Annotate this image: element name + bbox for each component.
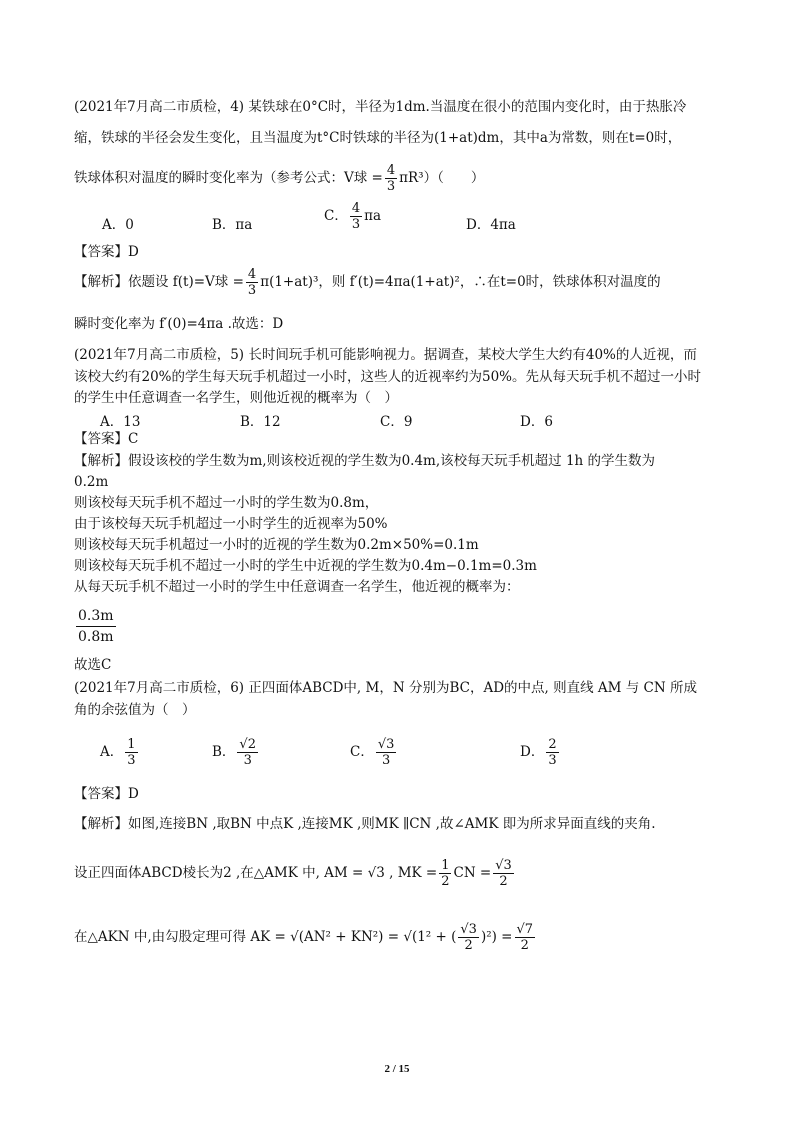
q3-analysis-2-fraction-2 [493, 858, 514, 889]
q3-answer: 【答案】D [74, 786, 139, 802]
q1-line2: 缩，铁球的半径会发生变化，且当温度为t°C时铁球的半径为(1+at)dm，其中a为常数，则在t=0时， [74, 130, 682, 146]
frac-den: 3 [243, 753, 252, 768]
frac-den: 2 [520, 938, 529, 953]
frac-num: 4 [386, 163, 396, 178]
q1-analysis-pre: 【解析】依题设 f(t)=V球 = [74, 274, 244, 290]
q1-answer: 【答案】D [74, 244, 139, 260]
q1-option-c-post: πa [364, 208, 382, 224]
frac-num: 4 [247, 267, 257, 282]
q3-analysis-3-mid: )²) = [480, 929, 513, 945]
q3-analysis-3-pre: 在△AKN 中,由勾股定理可得 AK = √(AN² + KN²) = √(1² + ( [74, 929, 457, 945]
q3-analysis-3-fraction-2 [515, 922, 536, 953]
q2-analysis-4: 由于该校每天玩手机超过一小时学生的近视率为50% [74, 516, 388, 532]
frac-den: 3 [548, 753, 557, 768]
frac-num: √7 [516, 922, 534, 937]
frac-num: √3 [377, 737, 395, 752]
page-number: 2 / 15 [384, 1063, 410, 1075]
q2-option-d: D．6 [520, 414, 553, 430]
q1-option-a: A．0 [102, 217, 134, 233]
q1-line3-pre: 铁球体积对温度的瞬时变化率为（参考公式：V球 = [74, 170, 383, 186]
q3-option-a-label: A． [100, 744, 124, 760]
q2-line1: (2021年7月高二市质检，5) 长时间玩手机可能影响视力。据调查，某校大学生大约有40%的人近视，而 [74, 347, 697, 363]
q2-choose: 故选C [74, 657, 112, 673]
frac-num: √2 [239, 737, 256, 752]
q2-analysis-7: 从每天玩手机不超过一小时的学生中任意调查一名学生，他近视的概率为： [74, 579, 520, 595]
q1-line3 [74, 163, 484, 194]
frac-num: 2 [548, 737, 557, 752]
q2-line2: 该校大约有20%的学生每天玩手机超过一小时，这些人的近视率约为50%。先从每天玩手机不超过一小时 [74, 369, 702, 385]
frac-num: 0.3m [76, 606, 116, 627]
q3-option-d [520, 737, 561, 768]
frac-den: 0.8m [78, 629, 114, 645]
q3-analysis-2-pre: 设正四面体ABCD棱长为2 ,在△AMK 中, AM = √3 , MK = [74, 865, 438, 881]
frac-den: 3 [351, 217, 361, 232]
q3-option-a [100, 737, 140, 768]
frac-den: 3 [127, 753, 136, 768]
q1-analysis [74, 267, 661, 298]
q3-option-c-fraction [376, 737, 397, 768]
q2-analysis-3: 则该校每天玩手机不超过一小时的学生数为0.8m， [74, 495, 379, 511]
q2-answer: 【答案】C [74, 431, 139, 447]
q3-analysis-2-mid: CN = [453, 865, 492, 881]
frac-den: 3 [386, 179, 396, 194]
q2-line3: 的学生中任意调查一名学生，则他近视的概率为（ ） [74, 390, 398, 406]
q3-option-b-label: B． [212, 744, 236, 760]
q2-option-a: A．13 [100, 414, 141, 430]
q3-analysis-3 [74, 922, 537, 953]
q3-line1: (2021年7月高二市质检，6) 正四面体ABCD中, M，N 分别为BC，AD的中点, 则直线 AM 与 CN 所成 [74, 680, 697, 696]
q3-option-d-fraction [546, 737, 558, 768]
q3-option-b [212, 737, 260, 768]
frac-den: 2 [499, 874, 508, 889]
q3-option-c-label: C． [350, 744, 374, 760]
q3-analysis-3-fraction-1 [458, 922, 479, 953]
q3-option-c [350, 737, 398, 768]
q2-probability-fraction [74, 606, 118, 647]
q1-option-c [324, 201, 381, 232]
q3-option-b-fraction [237, 737, 258, 768]
frac-num: 1 [441, 858, 450, 873]
q2-analysis-1: 【解析】假设该校的学生数为m,则该校近视的学生数为0.4m,该校每天玩手机超过 1h 的学生数为 [74, 453, 656, 469]
q2-analysis-5: 则该校每天玩手机超过一小时的近视的学生数为0.2m×50%=0.1m [74, 537, 479, 553]
q1-option-d: D．4πa [466, 217, 516, 233]
frac-num: √3 [495, 858, 512, 873]
q1-analysis-line2: 瞬时变化率为 f′(0)=4πa .故选：D [74, 316, 284, 332]
probability-fraction [76, 606, 116, 647]
q2-option-b: B．12 [240, 414, 281, 430]
q1-line1: (2021年7月高二市质检，4) 某铁球在0°C时，半径为1dm.当温度在很小的范围内变化时，由于热胀冷 [74, 99, 687, 115]
q3-analysis-1: 【解析】如图,连接BN ,取BN 中点K ,连接MK ,则MK ∥CN ,故∠AMK 即为所求异面直线的夹角. [74, 816, 656, 832]
frac-den: 3 [247, 283, 257, 298]
q2-option-c: C．9 [380, 414, 413, 430]
frac-num: √3 [460, 922, 477, 937]
q1-analysis-post: π(1+at)³，则 f′(t)=4πa(1+at)²，∴在t=0时，铁球体积对温度的 [260, 274, 661, 290]
q1-analysis-fraction [246, 267, 258, 298]
q1-option-b: B．πa [212, 217, 253, 233]
q1-option-c-fraction [350, 201, 362, 232]
frac-num: 4 [351, 201, 361, 216]
q3-analysis-2 [74, 858, 516, 889]
q1-line3-post: πR³）（ ） [399, 170, 485, 186]
q3-line2: 角的余弦值为（ ） [74, 702, 196, 718]
q1-option-c-label: C． [324, 208, 348, 224]
q3-analysis-2-fraction-1 [439, 858, 451, 889]
frac-den: 2 [441, 874, 450, 889]
frac-den: 2 [464, 938, 473, 953]
q2-analysis-2: 0.2m [74, 474, 109, 490]
q1-line3-fraction [385, 163, 397, 194]
q3-option-d-label: D． [520, 744, 545, 760]
q2-analysis-6: 则该校每天玩手机不超过一小时的学生中近视的学生数为0.4m−0.1m=0.3m [74, 558, 537, 574]
frac-num: 1 [127, 737, 136, 752]
q3-option-a-fraction [125, 737, 137, 768]
frac-den: 3 [381, 753, 391, 768]
